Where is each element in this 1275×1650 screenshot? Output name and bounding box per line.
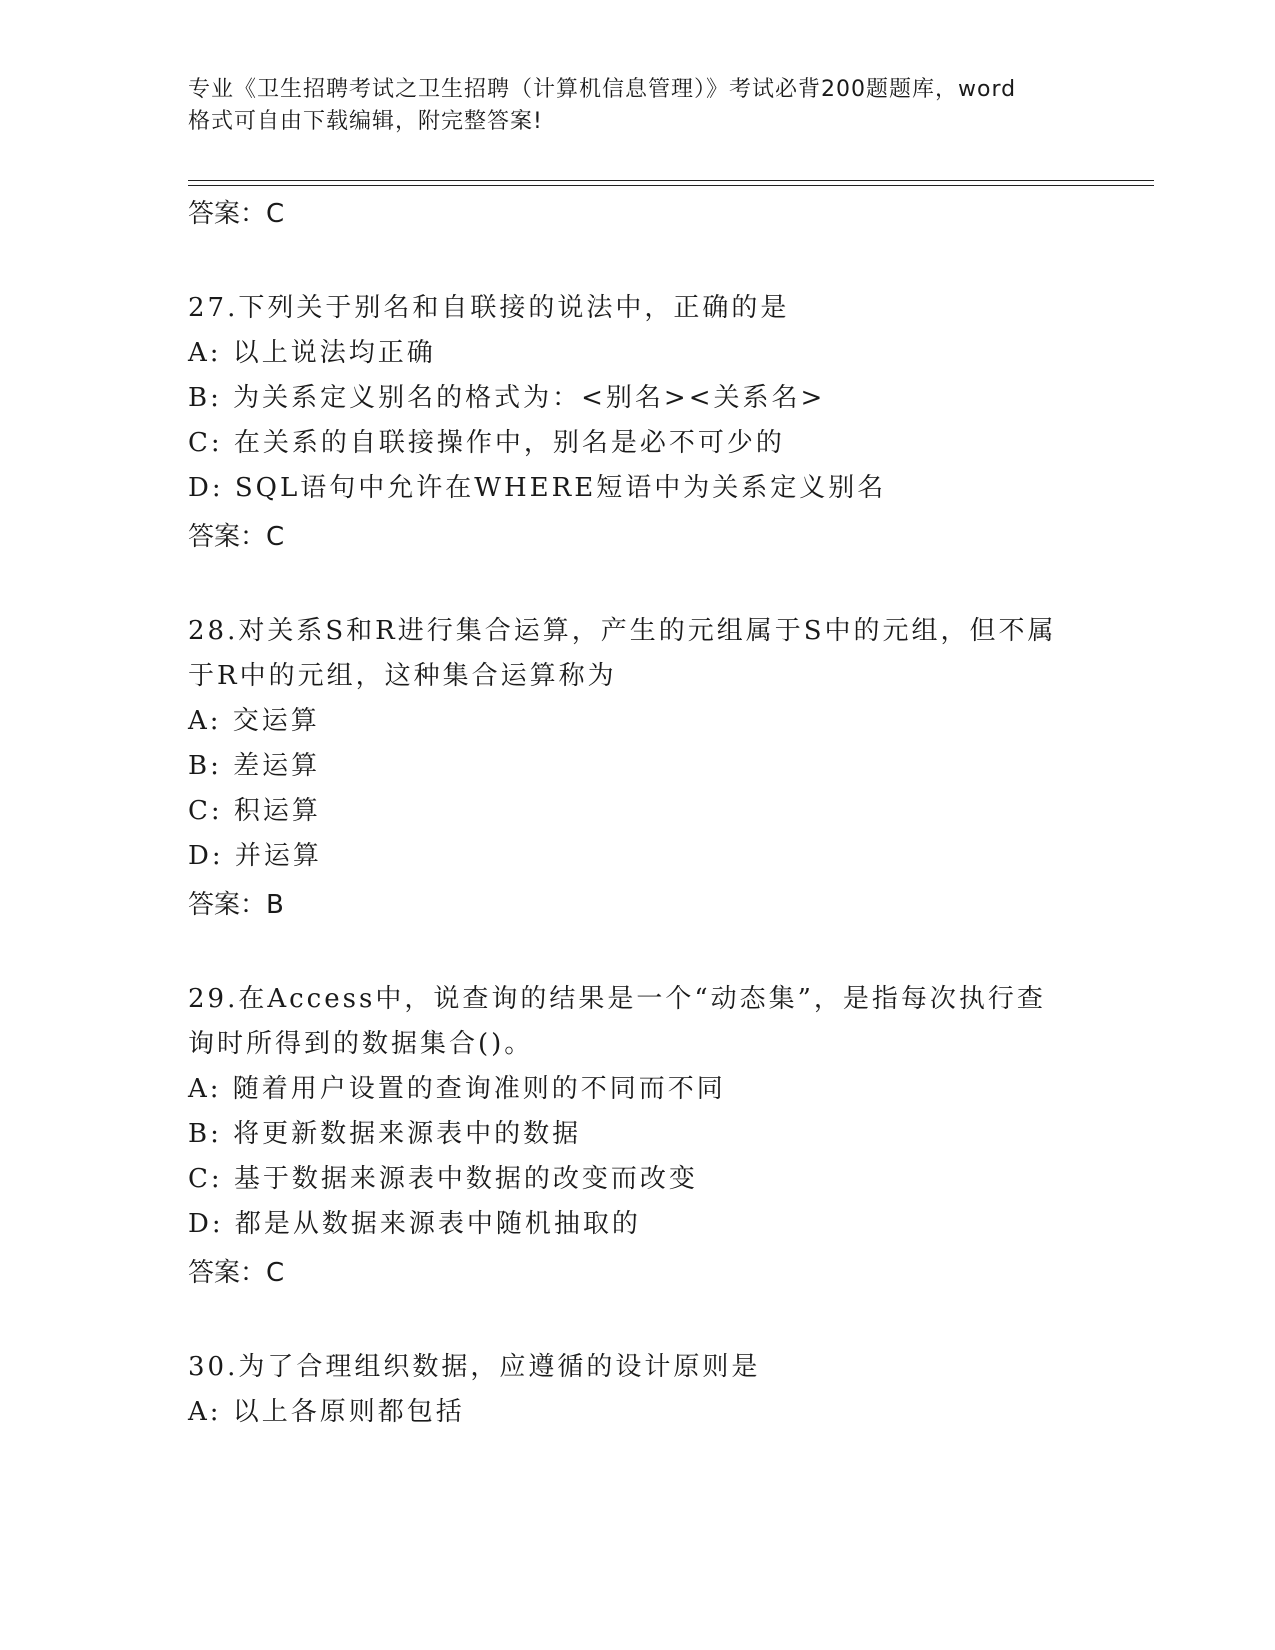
question-30 [188, 1345, 1088, 1435]
question-stem-line: 27.下列关于别名和自联接的说法中，正确的是 [188, 293, 790, 323]
question-27 [188, 286, 1088, 559]
question-stem-line: 询时所得到的数据集合()。 [188, 1029, 534, 1059]
option-c: C: 在关系的自联接操作中，别名是必不可少的 [188, 428, 785, 458]
question-stem-line: 于R中的元组，这种集合运算称为 [188, 661, 617, 691]
header-divider-top [188, 180, 1154, 181]
answer-line: 答案：C [188, 199, 285, 229]
option-a: A: 随着用户设置的查询准则的不同而不同 [188, 1074, 726, 1104]
option-a: A: 交运算 [188, 706, 320, 736]
question-stem [188, 609, 1088, 699]
question-28 [188, 609, 1088, 927]
question-stem-line: 29.在Access中，说查询的结果是一个“动态集”，是指每次执行查 [188, 984, 1046, 1014]
document-header [188, 74, 1088, 138]
question-stem-line: 28.对关系S和R进行集合运算，产生的元组属于S中的元组，但不属 [188, 616, 1057, 646]
question-stem [188, 977, 1088, 1067]
answer-line: 答案：C [188, 522, 285, 552]
header-line-1: 专业《卫生招聘考试之卫生招聘（计算机信息管理）》考试必背200题题库，word [188, 77, 1017, 102]
question-stem-line: 30.为了合理组织数据，应遵循的设计原则是 [188, 1352, 761, 1382]
answer-line: 答案：C [188, 1258, 285, 1288]
question-29 [188, 977, 1088, 1295]
header-line-2: 格式可自由下载编辑，附完整答案! [188, 109, 543, 134]
option-c: C: 积运算 [188, 796, 321, 826]
option-b: B: 为关系定义别名的格式为：<别名><关系名> [188, 383, 826, 413]
option-a: A: 以上说法均正确 [188, 338, 436, 368]
option-d: D: 都是从数据来源表中随机抽取的 [188, 1209, 641, 1239]
option-d: D: 并运算 [188, 841, 322, 871]
option-b: B: 将更新数据来源表中的数据 [188, 1119, 582, 1149]
question-stem [188, 286, 1088, 331]
option-d: D: SQL语句中允许在WHERE短语中为关系定义别名 [188, 473, 887, 503]
option-b: B: 差运算 [188, 751, 321, 781]
answer-line: 答案：B [188, 890, 284, 920]
question-list [188, 188, 1088, 1435]
option-c: C: 基于数据来源表中数据的改变而改变 [188, 1164, 698, 1194]
option-a: A: 以上各原则都包括 [188, 1397, 465, 1427]
question-stem [188, 1345, 1088, 1390]
header-divider-bottom [188, 185, 1154, 186]
